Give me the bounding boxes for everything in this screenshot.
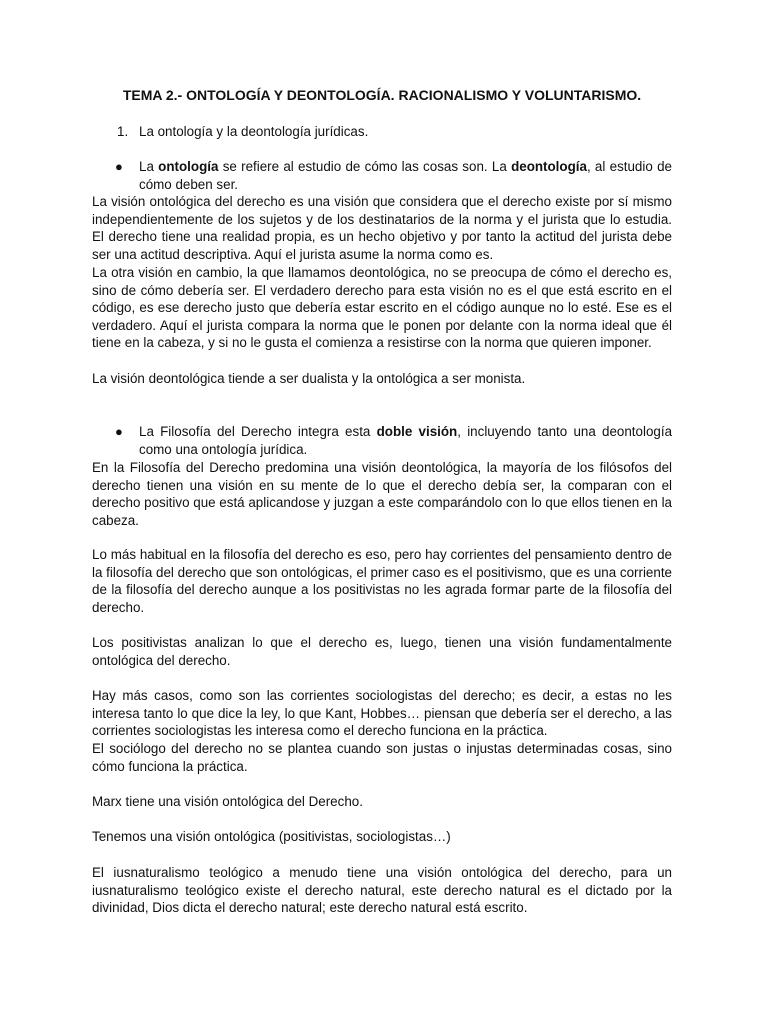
bold-term-ontologia: ontología [158, 159, 219, 174]
bullet-text: La [139, 159, 159, 174]
paragraph-tenemos: Tenemos una visión ontológica (positivistas, sociologistas…) [92, 829, 451, 844]
bullet-item-doble-vision [115, 423, 673, 458]
bullet-text: se refiere al estudio de cómo las cosas son. La [218, 159, 512, 174]
numbered-heading [117, 123, 672, 141]
section-heading: La ontología y la deontología jurídicas. [139, 124, 369, 139]
paragraph-marx: Marx tiene una visión ontológica del Derecho. [92, 794, 363, 809]
bold-term-deontologia: deontología [511, 159, 587, 174]
paragraph-positivistas: Los positivistas analizan lo que el derecho es, luego, tienen una visión fundamentalmente ontológica del derecho. [92, 635, 672, 668]
bullet-text: , incluyendo tanto una deontología como una ontología jurídica. [139, 424, 673, 457]
paragraph-vision-deontologica: La otra visión en cambio, la que llamamos deontológica, no se preocupa de cómo el derecho es, sino de cómo debería ser. El verdadero derecho para esta visión no es el que está escrito en el código, es ese derecho justo que debería estar escrito en el código aunque no lo esté. Ese es el verdadero. Aquí el jurista compara la norma que le ponen por delante con la norma ideal que él tiene en la cabeza, y si no le gusta el comienza a resistirse con la norma que quieren imponer. [92, 265, 672, 351]
paragraph-dualista-monista: La visión deontológica tiende a ser dualista y la ontológica a ser monista. [92, 371, 526, 386]
paragraph-sociologistas: Hay más casos, como son las corrientes sociologistas del derecho; es decir, a estas no les interesa tanto lo que dice la ley, lo que Kant, Hobbes… piensan que debería ser el derecho, a las corrientes sociologistas les interesa como el derecho funciona en la práctica. [92, 688, 672, 739]
paragraph-filosofia-derecho: En la Filosofía del Derecho predomina una visión deontológica, la mayoría de los filósofos del derecho tienen una visión en su mente de lo que el derecho debía ser, la comparan con el derecho positivo que está aplicandose y juzgan a este comparándolo con lo que ellos tienen en la cabeza. [92, 460, 672, 528]
paragraph-sociologo: El sociólogo del derecho no se plantea cuando son justas o injustas determinadas cosas, sino cómo funciona la práctica. [92, 741, 672, 774]
paragraph-vision-ontologica: La visión ontológica del derecho es una visión que considera que el derecho existe por sí mismo independientemente de los sujetos y de los destinatarios de la norma y el jurista que lo estudia. El derecho tiene una realidad propia, es un hecho objetivo y por tanto la actitud del jurista debe ser una actitud descriptiva. Aquí el jurista asume la norma como es. [92, 194, 672, 262]
section-number: 1. [117, 124, 129, 139]
bold-term-doble-vision: doble visión [376, 424, 458, 439]
bullet-marker: ● [115, 424, 123, 439]
bullet-marker: ● [115, 159, 123, 174]
bullet-text: , al estudio de cómo deben ser. [139, 159, 672, 192]
paragraph-positivismo: Lo más habitual en la filosofía del derecho es eso, pero hay corrientes del pensamiento dentro de la filosofía del derecho que son ontológicas, el primer caso es el positivismo, que es una corriente de la filosofía del derecho aunque a los positivistas no les agrada formar parte de la filosofía del derecho. [92, 547, 672, 615]
bullet-item-ontology [115, 158, 672, 193]
paragraph-iusnaturalismo: El iusnaturalismo teológico a menudo tiene una visión ontológica del derecho, para un iusnaturalismo teológico existe el derecho natural, este derecho natural es el dictado por la divinidad, Dios dicta el derecho natural; este derecho natural está escrito. [92, 865, 672, 916]
bullet-text: La Filosofía del Derecho integra esta [139, 424, 377, 439]
page-title: TEMA 2.- ONTOLOGÍA Y DEONTOLOGÍA. RACIONALISMO Y VOLUNTARISMO. [122, 87, 642, 103]
